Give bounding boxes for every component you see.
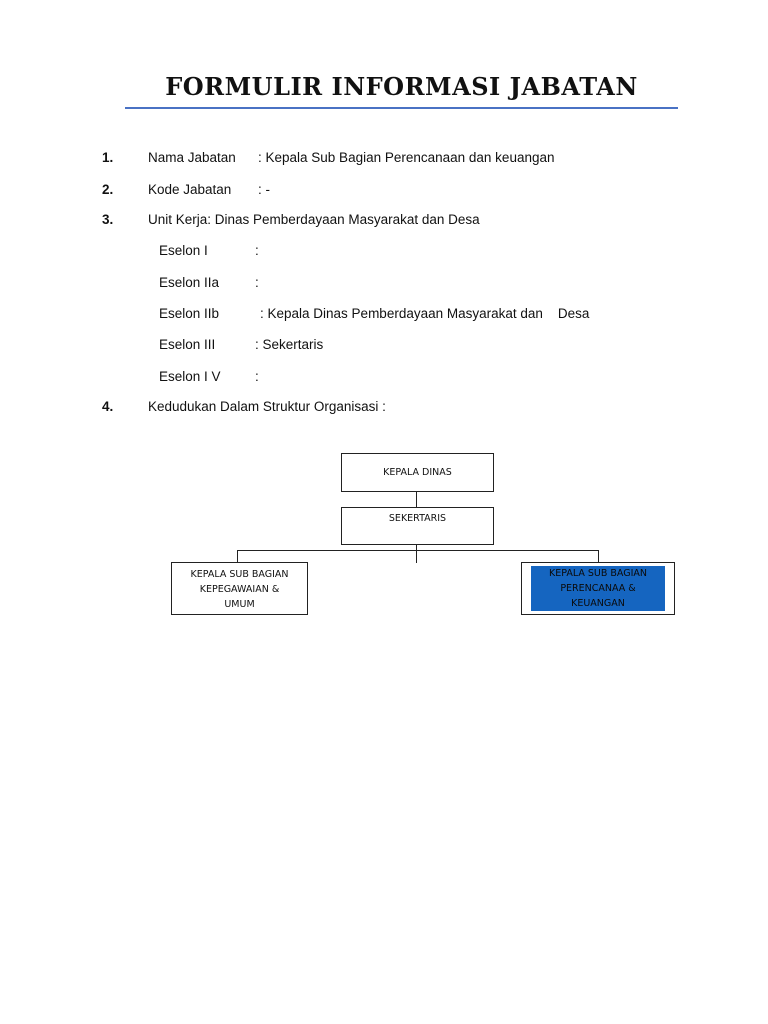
- connector-line: [598, 550, 599, 562]
- item-label: Kode Jabatan: [148, 182, 232, 197]
- eselon-value: :: [255, 275, 259, 290]
- eselon-label: Eselon IIa: [159, 275, 220, 290]
- org-box-sekertaris: [341, 507, 494, 545]
- connector-line: [416, 545, 417, 563]
- org-box-label: SEKERTARIS: [388, 513, 447, 524]
- item-text: Unit Kerja: Dinas Pemberdayaan Masyarakat dan Desa: [148, 212, 480, 227]
- org-box-line: KEPALA SUB BAGIAN: [548, 568, 648, 579]
- org-box-kepala-dinas: [341, 453, 494, 492]
- eselon-label: Eselon III: [159, 337, 216, 352]
- item-number: 1.: [102, 150, 114, 165]
- org-box-line: KEPALA SUB BAGIAN: [190, 569, 289, 580]
- eselon-label: Eselon IIb: [159, 306, 220, 321]
- org-box-line: KEPEGAWAIAN &: [199, 584, 280, 595]
- connector-line: [237, 550, 599, 551]
- item-value: : -: [258, 182, 270, 197]
- title-underline: [125, 107, 678, 109]
- org-box-line: UMUM: [224, 599, 255, 610]
- org-box-line: KEUANGAN: [571, 598, 625, 609]
- eselon-value: :: [255, 369, 259, 384]
- page-title: FORMULIR INFORMASI JABATAN: [165, 72, 638, 101]
- eselon-value: : Kepala Dinas Pemberdayaan Masyarakat dan Desa: [260, 306, 590, 321]
- org-box-kepegawaian: [171, 562, 308, 615]
- highlight-fill: [531, 566, 665, 611]
- connector-line: [416, 492, 417, 507]
- eselon-label: Eselon I V: [159, 369, 221, 384]
- eselon-value: : Sekertaris: [255, 337, 324, 352]
- org-box-perencanaan: [521, 562, 675, 615]
- eselon-value: :: [255, 243, 259, 258]
- item-number: 4.: [102, 399, 114, 414]
- org-box-label: KEPALA DINAS: [383, 467, 452, 478]
- connector-line: [237, 550, 238, 562]
- org-box-line: PERENCANAA &: [560, 583, 636, 594]
- item-text: Kedudukan Dalam Struktur Organisasi :: [148, 399, 386, 414]
- item-number: 2.: [102, 182, 114, 197]
- item-number: 3.: [102, 212, 114, 227]
- item-value: : Kepala Sub Bagian Perencanaan dan keuangan: [258, 150, 555, 165]
- eselon-label: Eselon I: [159, 243, 208, 258]
- item-label: Nama Jabatan: [148, 150, 236, 165]
